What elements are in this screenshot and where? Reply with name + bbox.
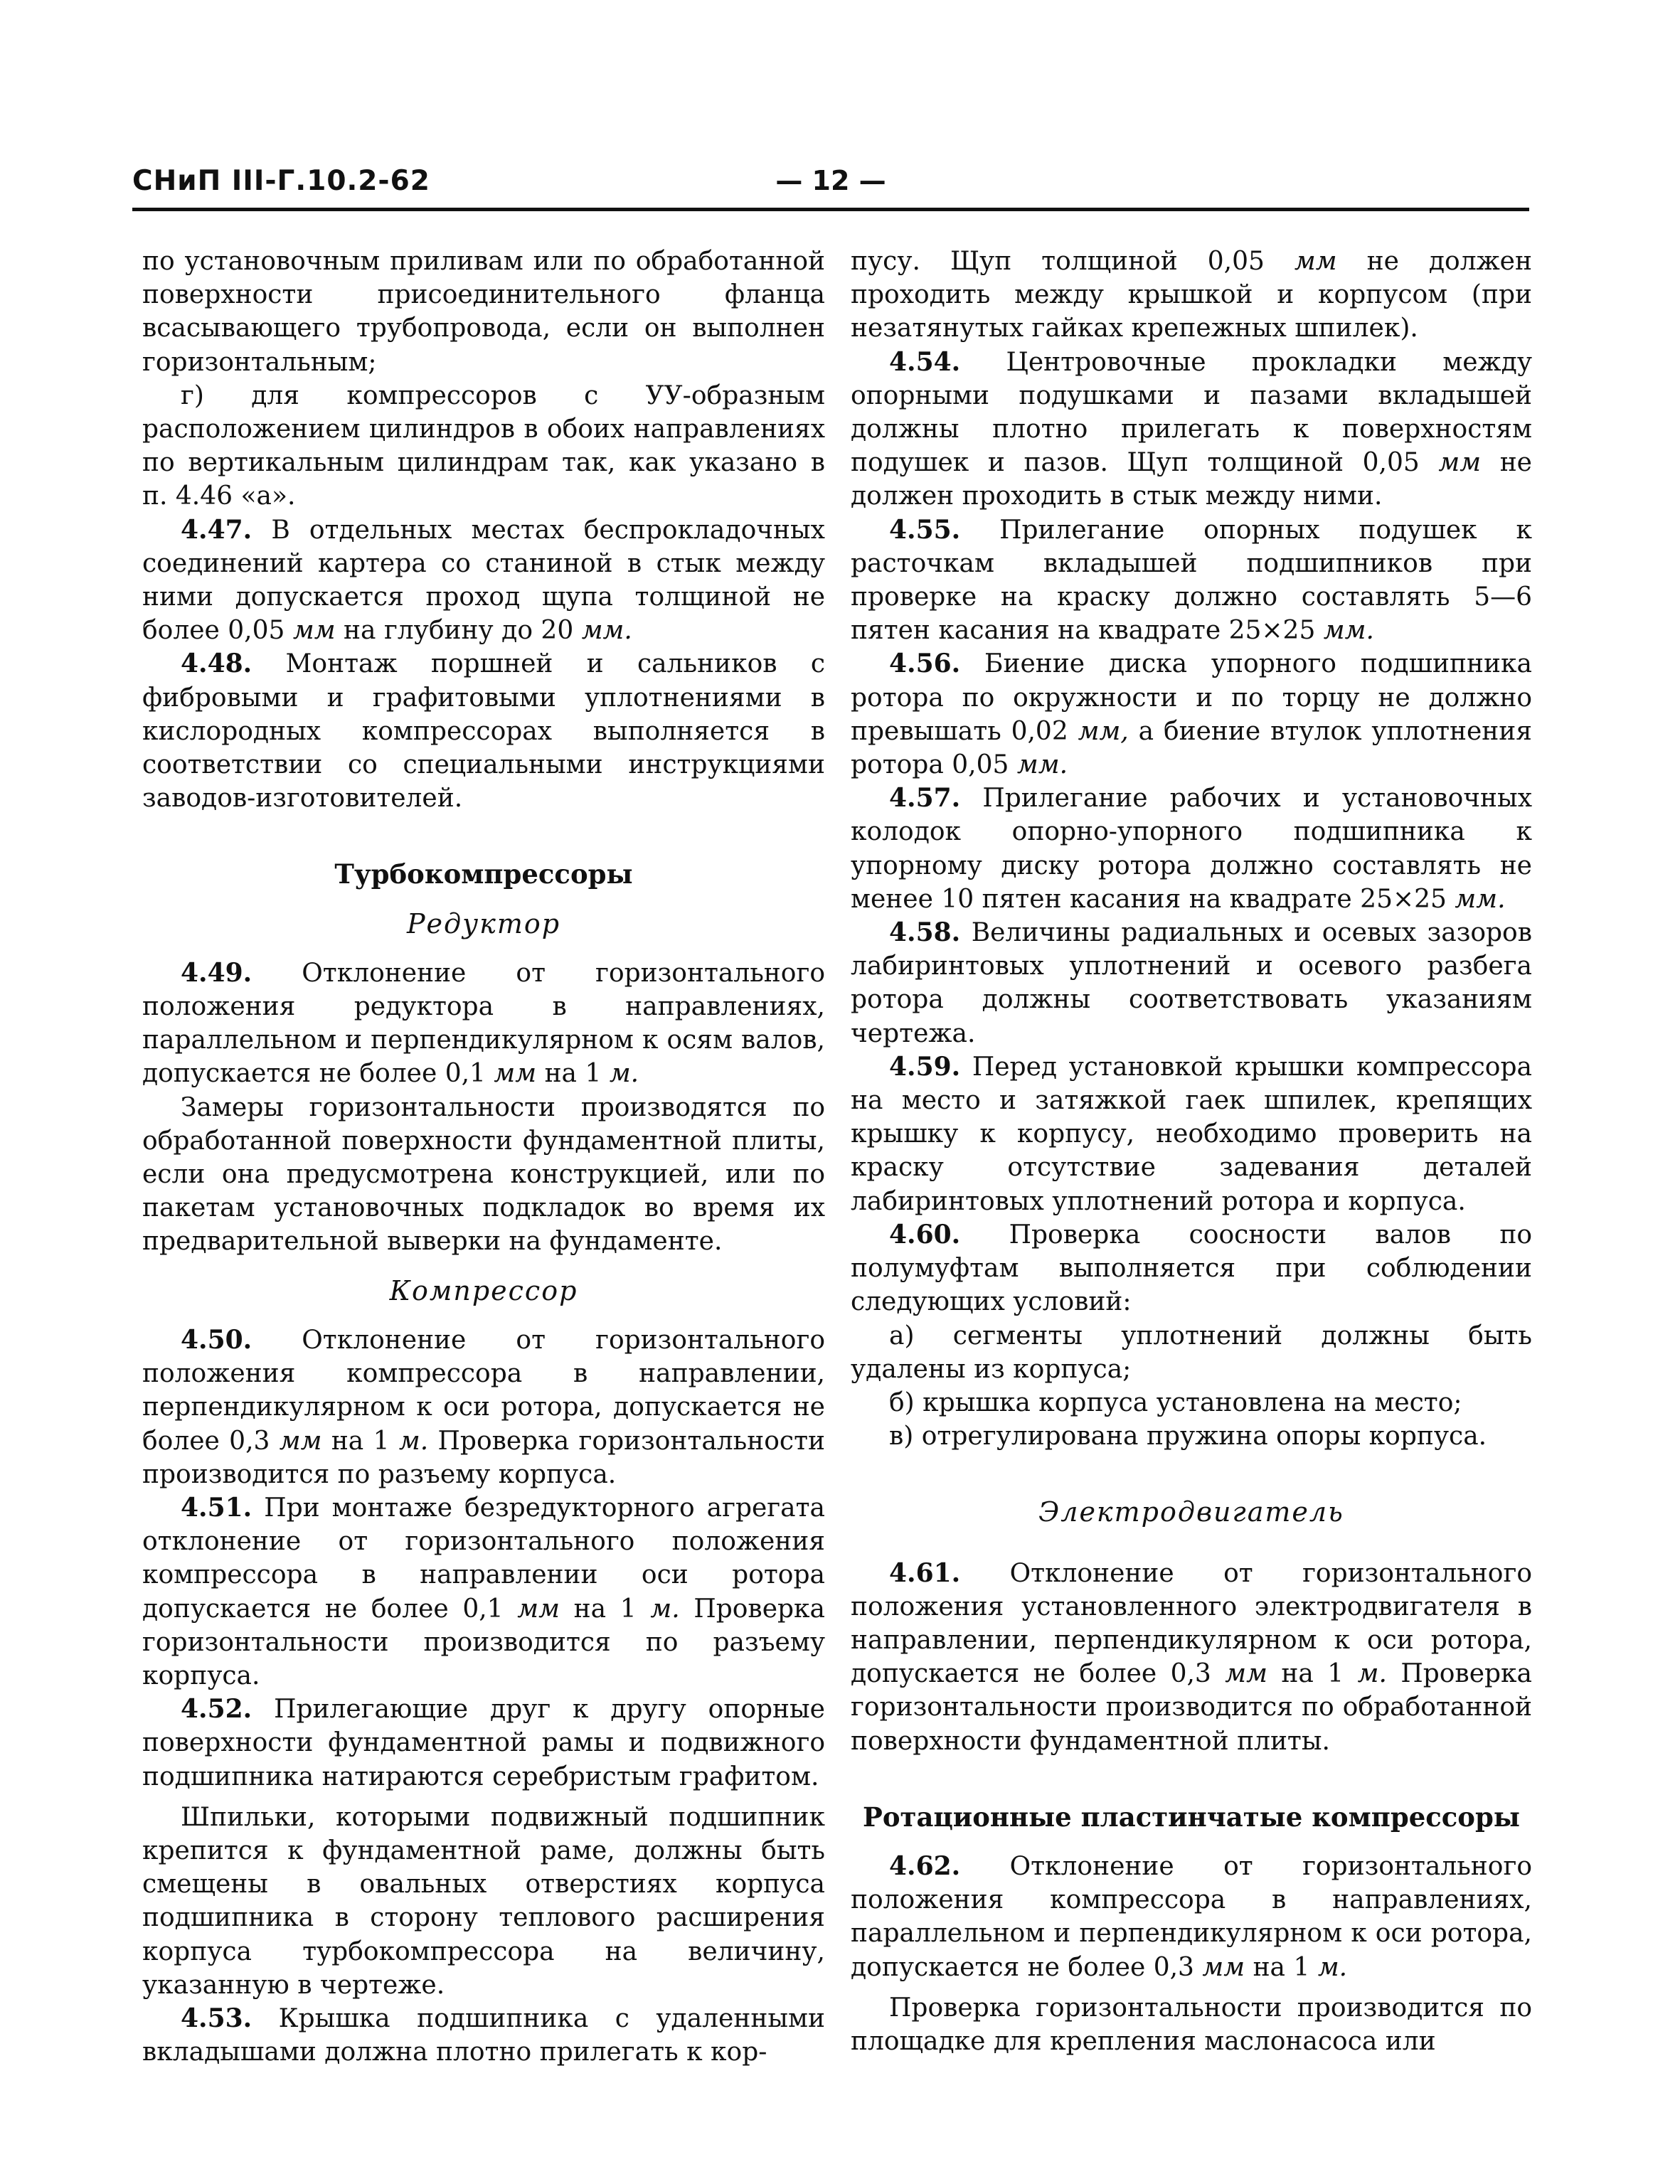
clause-4-56: 4.56. Биение диска упорного подшипника ротора по окружности и по торцу не должно превышать 0,02 мм, а биение втулок уплотнения ротора 0,05 мм. [851, 649, 1532, 780]
clause-4-52: 4.52. Прилегающие друг к другу опорные поверхности фундаментной рамы и подвижного подшипника натираются серебристым графитом. [142, 1694, 825, 1791]
clause-4-58: 4.58. Величины радиальных и осевых зазоров лабиринтовых уплотнений и осевого разбега ротора должны соответствовать указаниям чертежа. [851, 917, 1532, 1048]
clause-4-54: 4.54. Центровочные прокладки между опорными подушками и пазами вкладышей должны плотно прилегать к поверхностям подушек и пазов. Щуп толщиной 0,05 мм не должен проходить в стык между ними. [851, 346, 1532, 511]
clause-4-62: 4.62. Отклонение от горизонтального положения компрессора в направлениях, параллельном и перпендикулярном к оси ротора, допускается не более 0,3 мм на 1 м. [851, 1850, 1532, 1982]
clause-4-59: 4.59. Перед установкой крышки компрессора на место и затяжкой гаек шпилек, крепящих крышку к корпусу, необходимо проверить на краску отсутствие задевания деталей лабиринтовых уплотнений ротора и корпуса. [851, 1051, 1532, 1216]
subsection-heading: Редуктор [406, 907, 561, 939]
paragraph: Проверка горизонтальности производится по площадке для крепления маслонасоса или [851, 1993, 1532, 2056]
clause-4-51: 4.51. При монтаже безредукторного агрегата отклонение от горизонтального положения компрессора в направлении оси ротора допускается не более 0,1 мм на 1 м. Проверка горизонтальности производится по разъему корпуса. [142, 1492, 826, 1690]
paragraph: Шпильки, которыми подвижный подшипник крепится к фундаментной раме, должны быть смещены в овальных отверстиях корпуса подшипника в сторону теплового расширения корпуса турбокомпрессора на величину, указанную в чертеже. [142, 1802, 825, 2000]
section-heading: Турбокомпрессоры [334, 858, 633, 890]
paragraph: по установочным приливам или по обработанной поверхности присоединительного фланца всасывающего трубопровода, если он выполнен горизонтальным; [142, 247, 825, 377]
clause-4-60: 4.60. Проверка соосности валов по полумуфтам выполняется при соблюдении следующих условий: [851, 1219, 1532, 1317]
page-number: — 12 — [775, 165, 886, 196]
paragraph: пусу. Щуп толщиной 0,05 мм не должен проходить между крышкой и корпусом (при незатянутых гайках крепежных шпилек). [851, 247, 1532, 343]
subsection-heading: Электродвигатель [1038, 1496, 1344, 1528]
clause-4-49: 4.49. Отклонение от горизонтального положения редуктора в направлениях, параллельном и перпендикулярном к осям валов, допускается не более 0,1 мм на 1 м. [142, 957, 826, 1089]
section-heading: Ротационные пластинчатые компрессоры [863, 1801, 1520, 1833]
clause-4-57: 4.57. Прилегание рабочих и установочных колодок опорно-упорного подшипника к упорному диску ротора должно составлять не менее 10 пятен касания на квадрате 25×25 мм. [851, 783, 1532, 914]
page-header [132, 165, 1529, 208]
clause-4-50: 4.50. Отклонение от горизонтального положения компрессора в направлении, перпендикулярном к оси ротора, допускается не более 0,3 мм на 1 м. Проверка горизонтальности производится по разъему корпуса. [142, 1324, 826, 1489]
clause-4-47: 4.47. В отдельных местах беспрокладочных соединений картера со станиной в стык между ними допускается проход щупа толщиной не более 0,05 мм на глубину до 20 мм. [142, 514, 825, 646]
clause-4-61: 4.61. Отклонение от горизонтального положения установленного электродвигателя в направлении, перпендикулярном к оси ротора, допускается не более 0,3 мм на 1 м. Проверка горизонтальности производится по обработанной поверхности фундаментной плиты. [851, 1557, 1533, 1756]
paragraph: Замеры горизонтальности производятся по обработанной поверхности фундаментной плиты, если она предусмотрена конструкцией, или по пакетам установочных подкладок во время их предварительной выверки на фундаменте. [142, 1092, 825, 1257]
header-rule [132, 208, 1529, 211]
clause-4-55: 4.55. Прилегание опорных подушек к расточкам вкладышей подшипников при проверке на краску должно составлять 5—6 пятен касания на квадрате 25×25 мм. [851, 514, 1532, 646]
clause-4-53: 4.53. Крышка подшипника с удаленными вкладышами должна плотно прилегать к кор- [142, 2003, 825, 2067]
left-column [142, 245, 825, 2069]
right-column [851, 245, 1532, 2058]
document-code: СНиП III-Г.10.2-62 [132, 165, 430, 197]
list-item: б) крышка корпуса установлена на место; [889, 1387, 1462, 1417]
subsection-heading: Компрессор [389, 1274, 578, 1306]
clause-4-48: 4.48. Монтаж поршней и сальников с фибровыми и графитовыми уплотнениями в кислородных компрессорах выполняется в соответствии со специальными инструкциями заводов-изготовителей. [142, 649, 825, 814]
list-item: в) отрегулирована пружина опоры корпуса. [889, 1422, 1487, 1451]
list-item: а) сегменты уплотнений должны быть удалены из корпуса; [851, 1321, 1532, 1384]
paragraph: г) для компрессоров с УУ-образным расположением цилиндров в обоих направлениях по вертикальным цилиндрам так, как указано в п. 4.46 «а». [142, 380, 825, 511]
